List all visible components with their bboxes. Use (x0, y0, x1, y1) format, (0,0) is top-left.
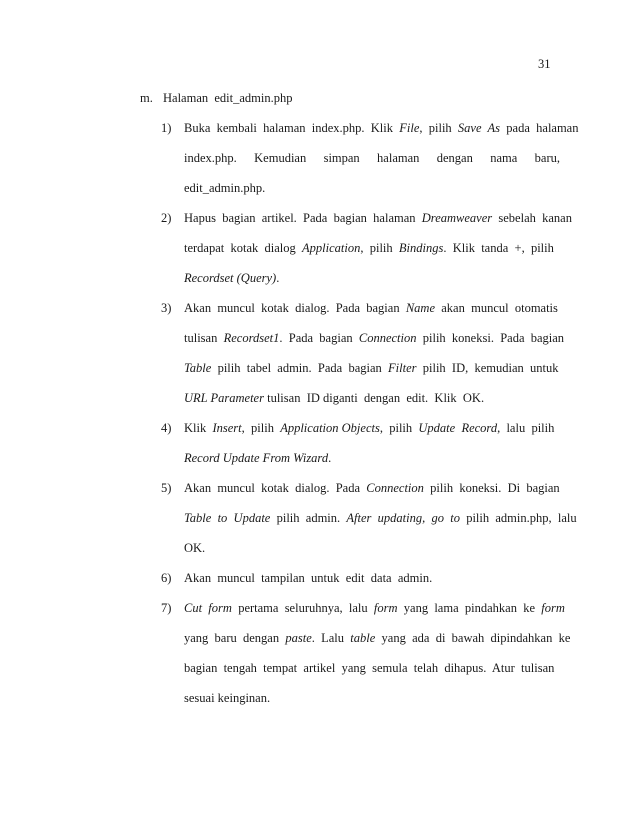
section-m (140, 88, 579, 718)
step-text (184, 208, 572, 288)
text-line: yang baru dengan paste. Lalu table yang ada di bawah dipindahkan ke (184, 631, 571, 645)
text-line: Akan muncul kotak dialog. Pada bagian Name akan muncul otomatis (184, 301, 558, 315)
text-line: Hapus bagian artikel. Pada bagian halaman Dreamweaver sebelah kanan (184, 211, 572, 225)
list-item (140, 478, 577, 558)
step-number: 6) (161, 571, 172, 585)
step-number: 5) (161, 481, 172, 495)
section-heading (140, 88, 560, 108)
section-letter: m. (140, 91, 153, 105)
section-title: Halaman edit_admin.php (163, 91, 293, 105)
list-item (140, 598, 571, 708)
step-text (184, 118, 579, 198)
page-number: 31 (538, 57, 551, 71)
list-item (140, 118, 579, 198)
list-item (140, 568, 560, 588)
text-line: Table pilih tabel admin. Pada bagian Filter pilih ID, kemudian untuk (184, 361, 559, 375)
text-line: bagian tengah tempat artikel yang semula telah dihapus. Atur tulisan (184, 661, 555, 675)
list-item (140, 418, 560, 468)
step-number: 7) (161, 601, 172, 615)
text-line: Record Update From Wizard. (184, 451, 332, 465)
text-line: index.php. Kemudian simpan halaman dengan nama baru, (184, 151, 560, 165)
text-line: terdapat kotak dialog Application, pilih Bindings. Klik tanda +, pilih (184, 241, 554, 255)
text-line: tulisan Recordset1. Pada bagian Connection pilih koneksi. Pada bagian (184, 331, 565, 345)
text-line: Akan muncul kotak dialog. Pada Connection pilih koneksi. Di bagian (184, 481, 560, 495)
text-line: Cut form pertama seluruhnya, lalu form yang lama pindahkan ke form (184, 601, 565, 615)
step-text (184, 418, 560, 468)
text-line: Buka kembali halaman index.php. Klik File, pilih Save As pada halaman (184, 121, 579, 135)
step-number: 2) (161, 211, 172, 225)
step-text (184, 298, 565, 408)
text-line: URL Parameter tulisan ID diganti dengan edit. Klik OK. (184, 391, 485, 405)
text-line: Klik Insert, pilih Application Objects, pilih Update Record, lalu pilih (184, 421, 555, 435)
text-line: Akan muncul tampilan untuk edit data admin. (184, 571, 433, 585)
list-item (140, 298, 565, 408)
step-number: 3) (161, 301, 172, 315)
step-list (140, 118, 579, 708)
list-item (140, 208, 572, 288)
text-line: OK. (184, 541, 206, 555)
step-number: 1) (161, 121, 172, 135)
text-line: Table to Update pilih admin. After updating, go to pilih admin.php, lalu (184, 511, 577, 525)
text-line: sesuai keinginan. (184, 691, 271, 705)
step-number: 4) (161, 421, 172, 435)
text-line: edit_admin.php. (184, 181, 266, 195)
step-text (184, 568, 560, 588)
step-text (184, 478, 577, 558)
text-line: Recordset (Query). (184, 271, 280, 285)
step-text (184, 598, 571, 708)
